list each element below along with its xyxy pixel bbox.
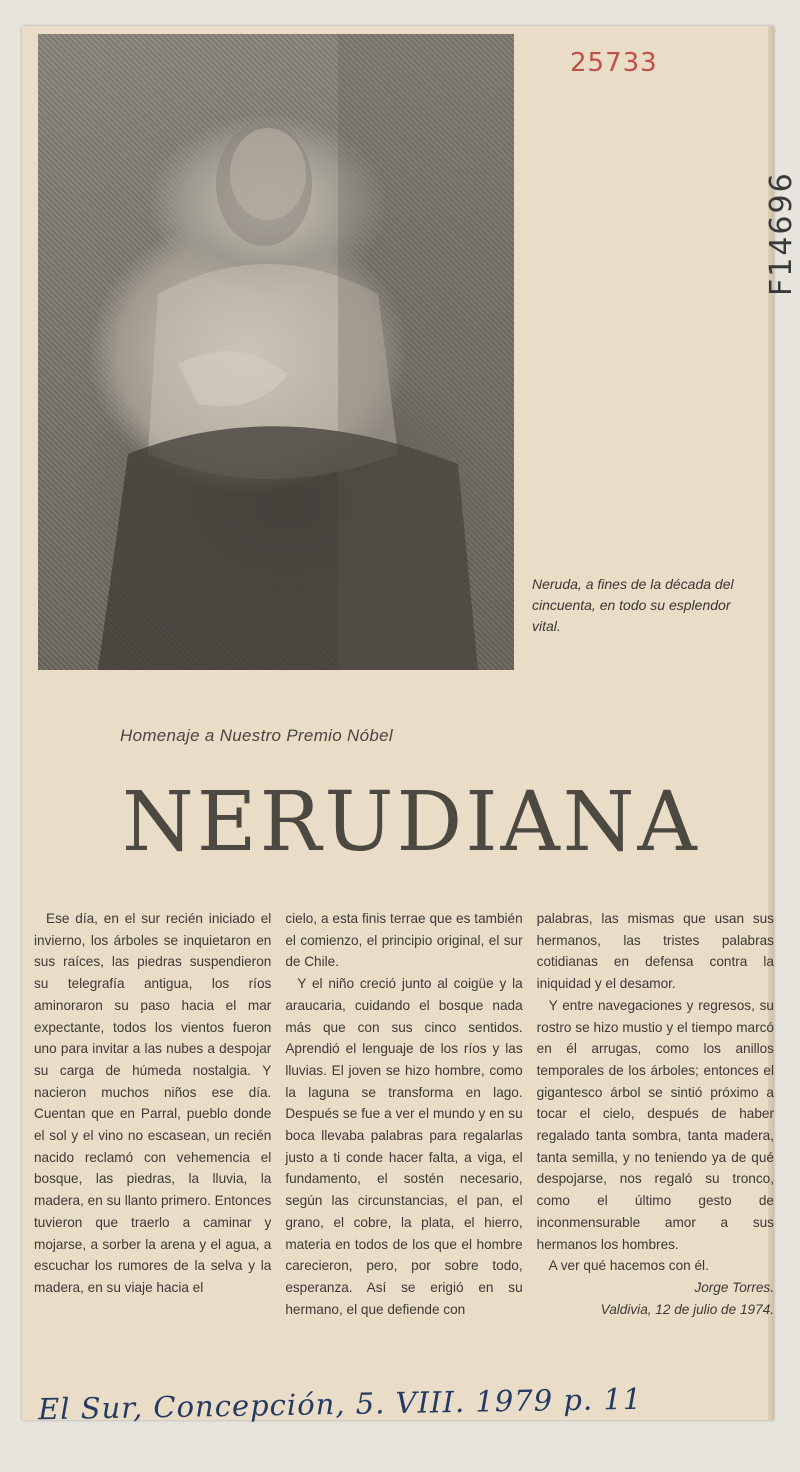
photo-caption: Neruda, a fines de la década del cincuenta, en todo su esplendor vital. (532, 576, 734, 634)
article-column-1 (34, 908, 271, 1348)
author-name: Jorge Torres. (694, 1279, 774, 1295)
archive-code: F14696 (764, 171, 799, 296)
article-column-2 (285, 908, 522, 1348)
article-column-3 (537, 908, 774, 1348)
newspaper-clipping (22, 26, 799, 1427)
paragraph: cielo, a esta finis terrae que es también el comienzo, el principio original, el sur de Chile. (285, 911, 523, 970)
archive-number: 25733 (570, 48, 658, 78)
article-headline: NERUDIANA (122, 775, 700, 870)
paragraph: A ver qué hacemos con él. (548, 1258, 709, 1274)
paragraph: Y el niño creció junto al coigüe y la araucaria, cuidando el bosque nada más que con sus cinco sentidos. Aprendió el lenguaje de los ríos y las lluvias. El joven se hizo hombre, como la laguna se transforma en lago. Después se fue a ver el mundo y en su boca llevaba palabras para regalarlas justo a ti conde hacer falta, a viga, el fundamento, el sostén necesario, según las circunstancias, el pan, el grano, el cobre, la plata, el hierro, materia en todos de los que el hombre carecieron, pero, por sobre todo, esperanza. Así se erigió en su hermano, el que defiende con (285, 976, 523, 1317)
place-date: Valdivia, 12 de julio de 1974. (600, 1301, 774, 1317)
handwritten-annotation: El Sur, Concepción, 5. VIII. 1979 p. 11 (37, 1381, 643, 1427)
portrait-photo (38, 34, 514, 670)
article-kicker: Homenaje a Nuestro Premio Nóbel (120, 726, 393, 745)
paragraph: Y entre navegaciones y regresos, su rostro se hizo mustio y el tiempo marcó en él arrugas, como los anillos temporales de los árboles; entonces el gigantesco árbol se sintió próximo a tocar el cielo, después de haber regalado tanta sombra, tanta madera, tanta semilla, y no teniendo ya de qué despojarse, nos regaló su tronco, como el último gesto de inconmensurable amor a sus hermanos los hombres. (536, 997, 774, 1252)
article-body (34, 908, 774, 1348)
paragraph: Ese día, en el sur recién iniciado el invierno, los árboles se inquietaron en sus raíces, las piedras suspendieron su telegrafía antigua, los ríos aminoraron su paso hacia el mar expectante, todos los vientos fueron uno para invitar a las nubes a despojar su carga de húmeda nostalgia. Y nacieron muchos niños ese día. Cuentan que en Parral, pueblo donde el sol y el vino no escasean, un recién nacido reclamó con vehemencia el bosque, las piedras, la lluvia, la madera, en su llanto primero. Entonces tuvieron que traerlo a caminar y mojarse, a sorber la arena y el agua, a escuchar los rumores de la selva y la madera, en su viaje hacia el (34, 911, 272, 1295)
portrait-illustration (38, 34, 514, 670)
paragraph: palabras, las mismas que usan sus hermanos, las tristes palabras cotidianas en defensa contra la iniquidad y el desamor. (536, 911, 774, 992)
